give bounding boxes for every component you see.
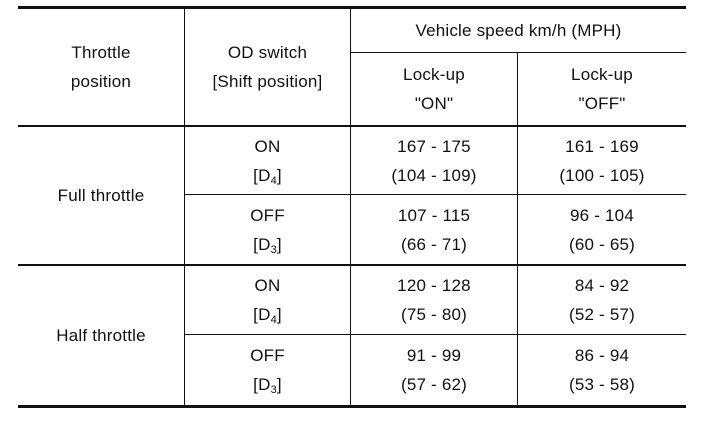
shift-position: $[D_4]$ xyxy=(253,305,282,326)
throttle-label-full: Full throttle xyxy=(57,186,145,205)
throttle-label-half: Half throttle xyxy=(56,326,146,345)
speed-cell-lockup-on: 120 - 128 (75 - 80) xyxy=(397,276,471,324)
shift-position: $[D_3]$ xyxy=(253,234,282,256)
table-bottom-border xyxy=(18,405,686,408)
od-switch-cell: OFF $[D_3]$ xyxy=(185,195,350,264)
header-lockup-off: Lock-up "OFF" xyxy=(571,65,633,113)
speed-cell-lockup-on: 91 - 99 (57 - 62) xyxy=(400,346,468,394)
header-throttle-position: Throttle position xyxy=(70,43,132,91)
speed-table xyxy=(18,6,686,408)
speed-cell-lockup-on: 107 - 115 (66 - 71) xyxy=(397,205,471,254)
speed-cell-lockup-off: 161 - 169 (100 - 105) xyxy=(559,136,645,185)
header-od-switch: OD switch [Shift position] xyxy=(212,43,323,91)
speed-cell-lockup-off: 96 - 104 (60 - 65) xyxy=(568,205,636,254)
od-switch-cell: ON $[D_4]$ xyxy=(185,127,350,194)
speed-cell-lockup-on: 167 - 175 (104 - 109) xyxy=(391,136,477,185)
shift-position: $[D_3]$ xyxy=(253,375,282,396)
speed-cell-lockup-off: 84 - 92 (52 - 57) xyxy=(568,276,636,324)
speed-cell-lockup-off: 86 - 94 (53 - 58) xyxy=(568,346,636,394)
header-lockup-on: Lock-up "ON" xyxy=(403,65,465,113)
shift-position: $[D_4]$ xyxy=(253,165,282,187)
od-switch-cell: OFF $[D_3]$ xyxy=(185,335,350,405)
od-switch-cell: ON $[D_4]$ xyxy=(185,266,350,334)
header-vehicle-speed: Vehicle speed km/h (MPH) xyxy=(415,21,622,40)
